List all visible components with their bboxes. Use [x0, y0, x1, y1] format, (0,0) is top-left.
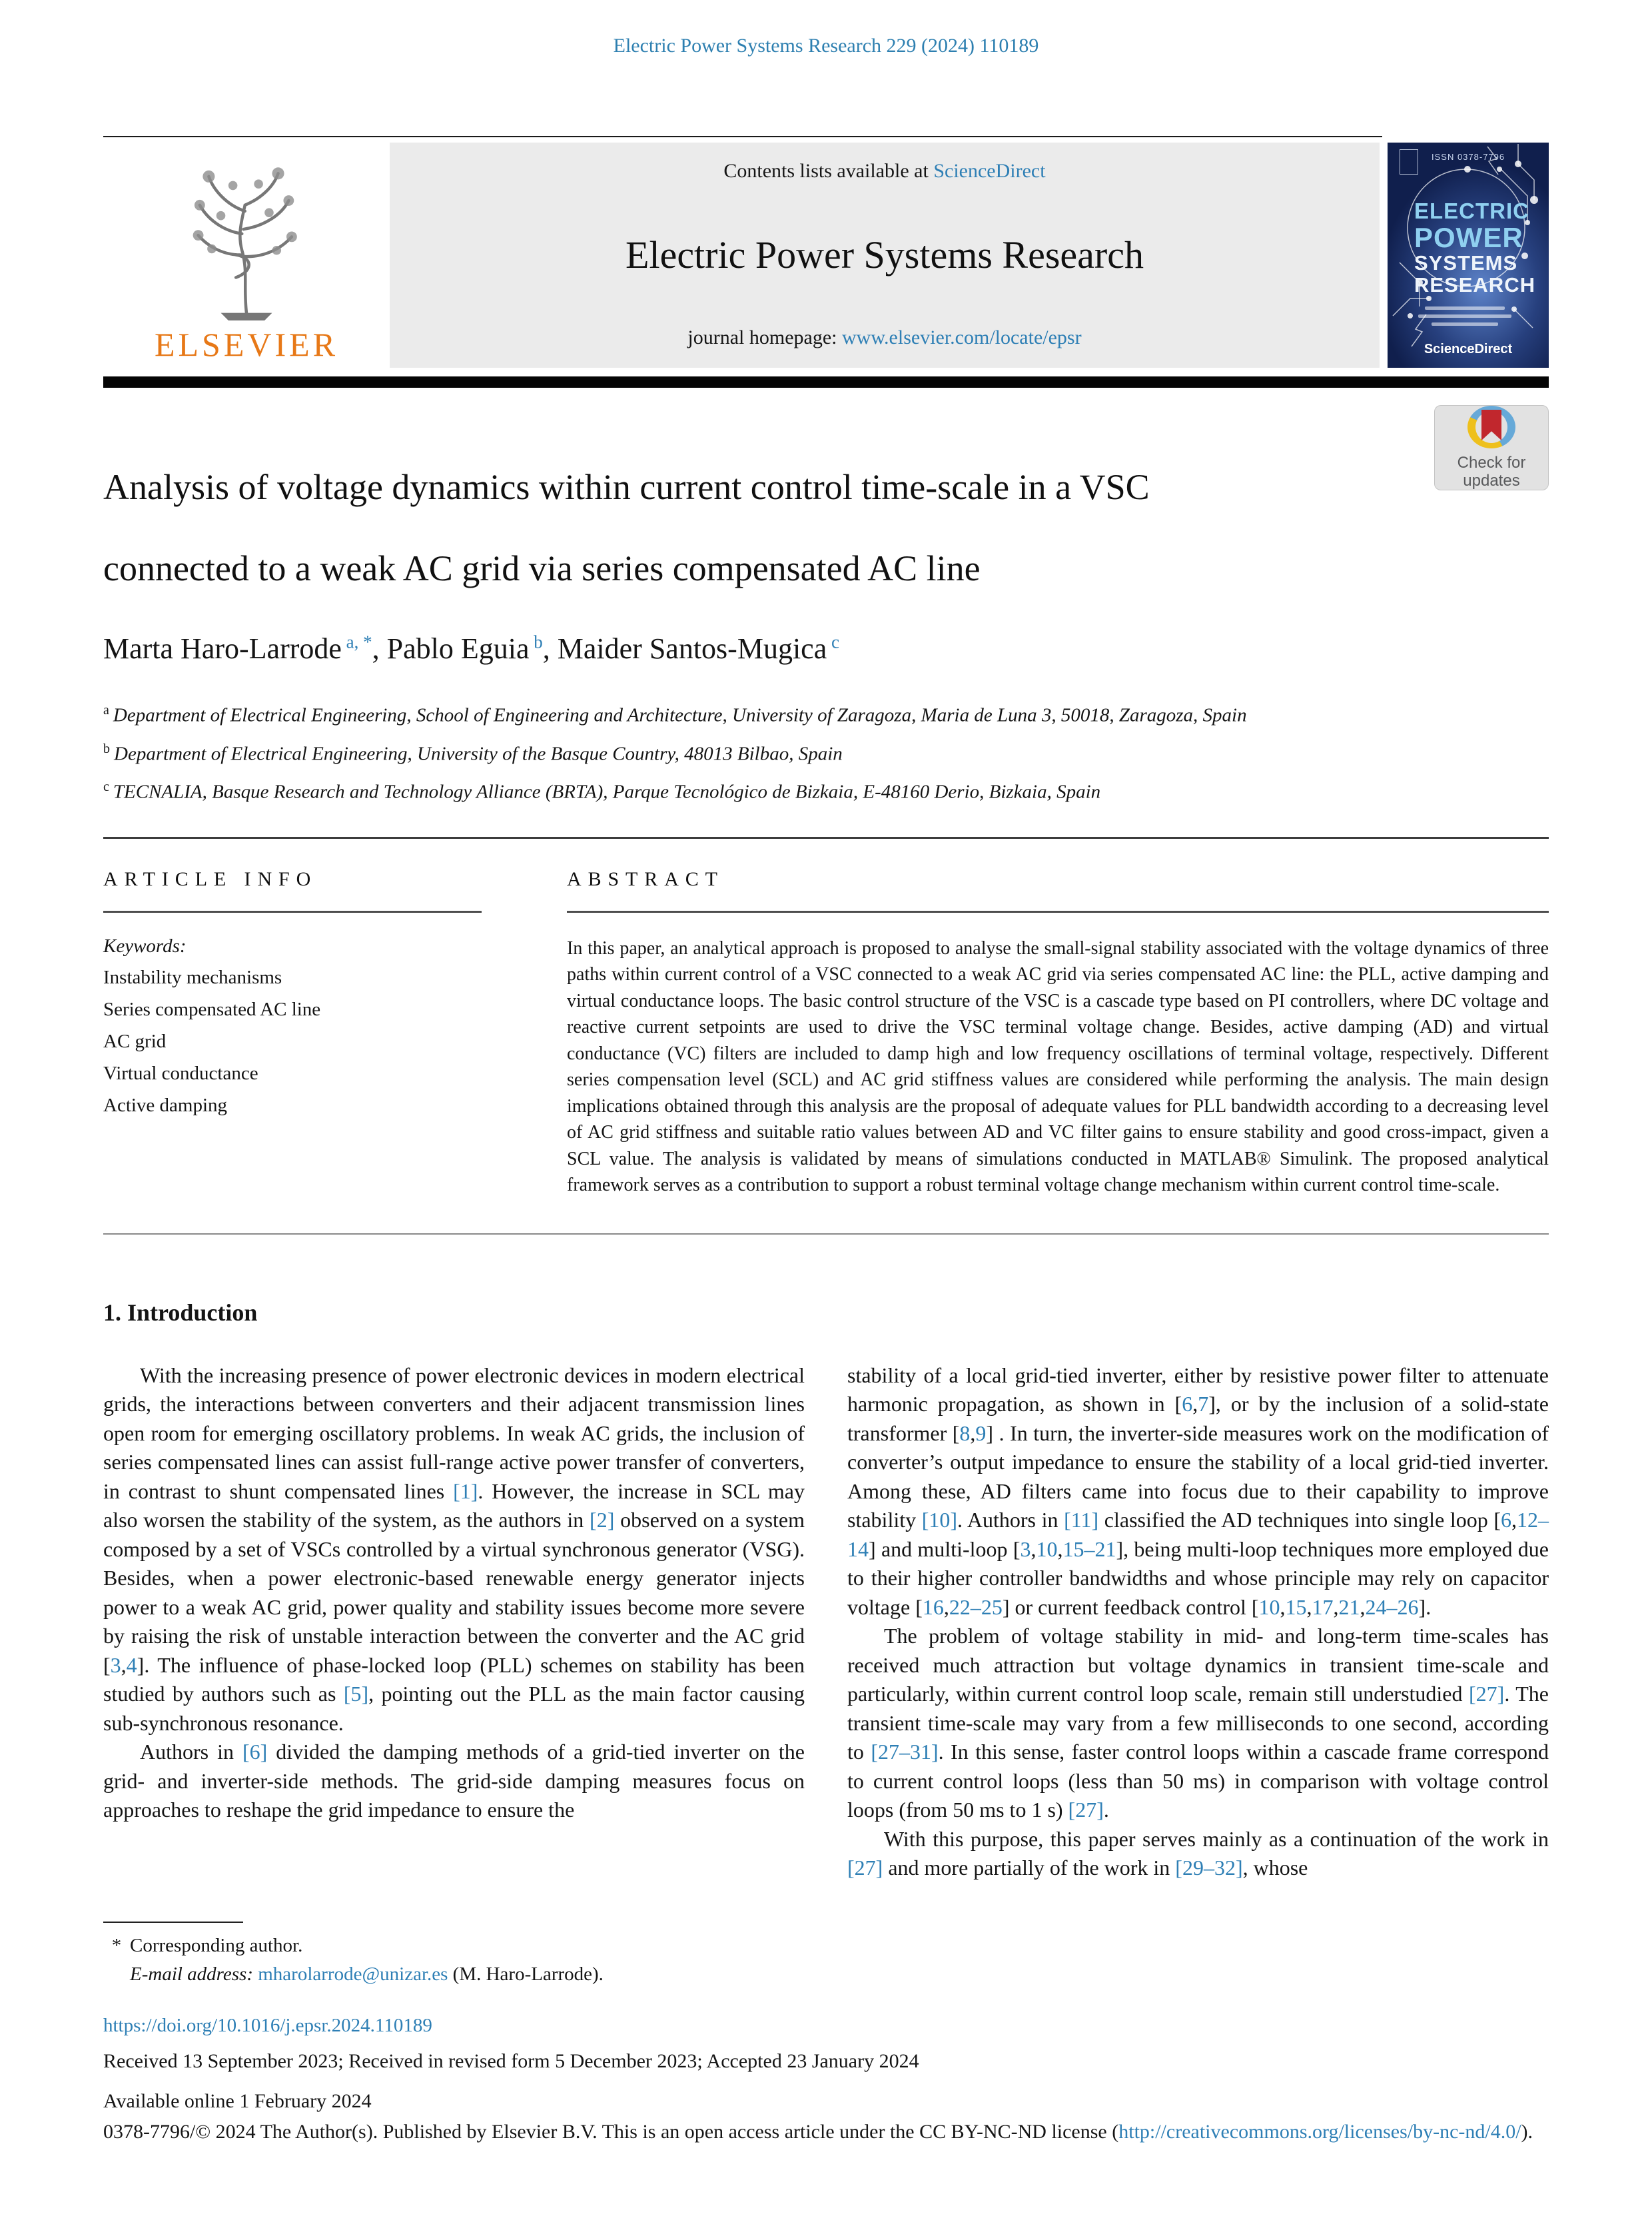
ref-link[interactable]: 9 — [975, 1420, 987, 1445]
text-segment: ] and multi-loop [ — [869, 1536, 1021, 1561]
ref-link[interactable]: 16 — [922, 1594, 944, 1619]
abstract-rule — [567, 911, 1549, 913]
email-line — [103, 1963, 1549, 1985]
ref-link[interactable]: 21 — [1338, 1594, 1360, 1619]
footnote-rule — [103, 1922, 243, 1923]
ref-link[interactable]: ScienceDirect — [933, 160, 1046, 182]
ref-link[interactable]: [6] — [242, 1740, 268, 1764]
ref-link[interactable]: 4 — [126, 1652, 137, 1677]
affiliation-c: $^c$ TECNALIA, Basque Research and Technology Alliance (BRTA), Parque Tecnológico de Bizkaia, E-48160 Derio, Bizkaia, Spain — [103, 780, 1101, 803]
cover-title — [1414, 200, 1535, 296]
banner-black-bar — [103, 376, 1549, 388]
text-segment: , pointing out the PLL as the main factor causing sub-synchronous resonance. — [103, 1682, 805, 1735]
cover-issn: ISSN 0378-7796 — [1432, 152, 1505, 162]
text-segment: (M. Haro-Larrode). — [448, 1963, 604, 1985]
keyword-item: Series compensated AC line — [103, 998, 321, 1020]
text-segment: . Authors in — [957, 1508, 1064, 1532]
ref-link[interactable]: www.elsevier.com/locate/epsr — [842, 326, 1082, 348]
journal-citation-header: Electric Power Systems Research 229 (2024) 110189 — [613, 35, 1039, 57]
info-abstract-section — [103, 839, 1549, 1199]
available-online: Available online 1 February 2024 — [103, 2089, 372, 2112]
text-segment: , — [1280, 1594, 1286, 1619]
cover-title-line2: POWER — [1414, 221, 1523, 253]
cover-editors-line3 — [1432, 322, 1498, 326]
text-segment: , — [1511, 1508, 1517, 1532]
text-segment: observed on a system composed by a set of VSCs controlled by a virtual synchronous generator (VSG). Besides, when a power electronic-based renewable energy generator injects power to a weak AC grid, power quality and stability issues become more severe by raising the risk of unstable interaction between the converter and the AC grid [ — [103, 1508, 805, 1677]
cover-elsevier-mini-logo — [1400, 149, 1418, 175]
cover-editors-line1 — [1425, 306, 1505, 310]
abstract-column — [567, 839, 1549, 1199]
ref-link[interactable]: 6 — [1182, 1392, 1193, 1416]
homepage-line — [396, 326, 1373, 349]
footnote-block — [103, 1922, 1549, 1985]
text-segment: E-mail address: — [130, 1963, 253, 1985]
ref-link[interactable]: [29–32] — [1175, 1856, 1243, 1880]
ref-link[interactable]: [27] — [847, 1856, 883, 1880]
text-segment: , — [1333, 1594, 1339, 1619]
keywords-label: Keywords: — [103, 935, 187, 957]
ref-link[interactable]: 3 — [1020, 1536, 1031, 1561]
text-segment: ] or current feedback control [ — [1002, 1594, 1259, 1619]
text-segment: ] . In turn, the inverter-side measures work on the modification of converter’s output impedance to ensure the stability of a local grid-tied inverter. Among these, AD filters came into focus due to their capability to improve stability — [847, 1420, 1549, 1532]
text-segment: . — [1103, 1798, 1109, 1822]
cover-sciencedirect: ScienceDirect — [1424, 342, 1513, 356]
crossmark-icon — [1467, 406, 1515, 448]
keyword-item: Active damping — [103, 1094, 228, 1116]
ref-link[interactable]: 6 — [1501, 1508, 1512, 1532]
journal-title: Electric Power Systems Research — [625, 233, 1144, 277]
text-segment: Marta Haro-Larrode — [103, 632, 342, 665]
text-segment: and more partially of the work in — [883, 1856, 1176, 1880]
ref-link[interactable]: [27–31] — [871, 1740, 939, 1764]
body-columns — [103, 1361, 1549, 1883]
text-segment: ]. — [1418, 1594, 1432, 1619]
article-info-heading: ARTICLE INFO — [103, 867, 318, 890]
ref-link[interactable]: [2] — [590, 1508, 615, 1532]
text-segment: , — [1360, 1594, 1366, 1619]
text-segment: , — [121, 1652, 127, 1677]
cover-editors-line2 — [1418, 314, 1511, 318]
page-content — [0, 35, 1652, 2147]
ref-link[interactable]: 12–14 — [847, 1508, 1549, 1561]
text-segment: With this purpose, this paper serves mainly as a continuation of the work in — [884, 1826, 1549, 1851]
contents-line — [396, 160, 1373, 183]
text-segment: Contents lists available at — [723, 160, 934, 182]
ref-link[interactable]: 7 — [1198, 1392, 1209, 1416]
ref-link[interactable]: [1] — [453, 1478, 478, 1503]
page — [0, 35, 1652, 2238]
elsevier-tree-icon — [163, 166, 330, 324]
article-title — [103, 446, 1434, 609]
text-segment: . However, the increase in SCL may also worsen the stability of the system, as the authors in — [103, 1478, 805, 1532]
ref-link[interactable]: 22–25 — [949, 1594, 1003, 1619]
elsevier-wordmark: ELSEVIER — [154, 326, 339, 363]
check-for-updates-badge[interactable] — [1434, 405, 1549, 490]
body-paragraph — [847, 1825, 1549, 1883]
text-segment: ], or by the inclusion of a solid-state transformer [ — [847, 1392, 1549, 1445]
top-rule — [103, 136, 1382, 137]
ref-link[interactable]: a, * — [341, 632, 372, 652]
text-segment: The problem of voltage stability in mid- and long-term time-scales has received much attraction but voltage dynamics in transient time-scale and particularly, within current control loop scale, remain still understudied — [847, 1624, 1549, 1706]
introduction-heading: 1. Introduction — [103, 1299, 258, 1326]
text-segment: , Pablo Eguia — [372, 632, 530, 665]
keyword-item: AC grid — [103, 1030, 167, 1052]
ref-link[interactable]: mharolarrode@unizar.es — [258, 1963, 448, 1985]
cover-title-line1: ELECTRIC — [1414, 199, 1529, 223]
text-segment: journal homepage: — [687, 326, 842, 348]
text-segment: 0378-7796/© 2024 The Author(s). Published by Elsevier B.V. This is an open access article under the CC BY-NC-ND license ( — [103, 2120, 1119, 2143]
text-segment: Authors in — [140, 1740, 242, 1764]
text-segment: , — [1306, 1594, 1312, 1619]
text-segment: , whose — [1242, 1856, 1308, 1880]
ref-link[interactable]: [27] — [1469, 1682, 1505, 1706]
banner-center — [390, 143, 1380, 368]
keyword-item: Instability mechanisms — [103, 966, 282, 988]
text-segment: , Maider Santos-Mugica — [542, 632, 827, 665]
keyword-item: Virtual conductance — [103, 1062, 258, 1084]
received-dates: Received 13 September 2023; Received in revised form 5 December 2023; Accepted 23 January 2024 — [103, 2049, 919, 2072]
text-segment: . The transient time-scale may vary from a few milliseconds to one second, according to — [847, 1682, 1549, 1764]
article-title-line1: Analysis of voltage dynamics within current control time-scale in a VSC — [103, 467, 1150, 507]
doi-link[interactable]: https://doi.org/10.1016/j.epsr.2024.110189 — [103, 2014, 432, 2036]
ref-link[interactable]: [27] — [1068, 1798, 1104, 1822]
text-segment: , — [943, 1594, 949, 1619]
affiliation-b: $^b$ Department of Electrical Engineering, University of the Basque Country, 48013 Bilbao, Spain — [103, 741, 843, 765]
ref-link[interactable]: 17 — [1312, 1594, 1334, 1619]
elsevier-logo — [103, 143, 390, 368]
text-segment: divided the damping methods of a grid-tied inverter on the grid- and inverter-side methods. The grid-side damping measures focus on approaches to reshape the grid impedance to ensure the — [103, 1740, 805, 1822]
ref-link[interactable]: [5] — [343, 1682, 369, 1706]
cover-title-line3: SYSTEMS — [1414, 251, 1518, 275]
abstract-bottom-rule — [103, 1233, 1549, 1235]
ref-link[interactable]: 15 — [1285, 1594, 1307, 1619]
affiliation-a: $^a$ Department of Electrical Engineering, School of Engineering and Architecture, University of Zaragoza, Maria de Luna 3, 50018, Zaragoza, Spain — [103, 703, 1247, 726]
ref-link[interactable]: b — [529, 632, 543, 652]
corresponding-author-note: * Corresponding author. — [111, 1934, 303, 1956]
article-title-line2: connected to a weak AC grid via series compensated AC line — [103, 548, 981, 588]
ref-link[interactable]: [11] — [1064, 1508, 1099, 1532]
ref-link[interactable]: 15–21 — [1062, 1536, 1116, 1561]
text-segment: . In this sense, faster control loops within a cascade frame correspond to current control loops (less than 50 ms) in comparison with voltage control loops (from 50 ms to 1 s) — [847, 1740, 1549, 1822]
text-segment: ], being multi-loop techniques more employed due to their higher controller bandwidths and whose principle may rely on capacitor voltage [ — [847, 1536, 1549, 1619]
ref-link[interactable]: 10 — [1258, 1594, 1280, 1619]
body-paragraph — [847, 1622, 1549, 1825]
journal-banner — [103, 143, 1549, 368]
body-column-1 — [103, 1361, 805, 1883]
text-segment: With the increasing presence of power electronic devices in modern electrical grids, the interactions between converters and their adjacent transmission lines open room for emerging oscillatory problems. In weak AC grids, the inclusion of series compensated lines can assist full-range active power transfer of converters, in contrast to shunt compensated lines — [103, 1363, 805, 1503]
cover-title-line4: RESEARCH — [1414, 273, 1535, 297]
ref-link[interactable]: 10 — [1036, 1536, 1058, 1561]
text-segment: , — [1031, 1536, 1036, 1561]
badge-label: Check for updates — [1457, 454, 1526, 490]
text-segment: stability of a local grid-tied inverter, either by resistive power filter to attenuate harmonic propagation, as shown in [ — [847, 1363, 1549, 1416]
ref-link[interactable]: 8 — [959, 1420, 971, 1445]
text-segment: , — [1057, 1536, 1063, 1561]
ref-link[interactable]: 24–26 — [1365, 1594, 1419, 1619]
body-paragraph — [103, 1361, 805, 1738]
text-segment: , — [1192, 1392, 1198, 1416]
body-column-2 — [847, 1361, 1549, 1883]
article-info-rule — [103, 911, 482, 913]
text-segment: ). — [1521, 2120, 1533, 2143]
abstract-text: In this paper, an analytical approach is proposed to analyse the small-signal stability associated with the voltage dynamics of three paths within current control of a VSC connected to a weak AC grid via series compensated AC line: the PLL, active damping and virtual conductance loops. The basic control structure of the VSC is a cascade type based on PI controllers, where DC voltage and reactive current setpoints are used to drive the VSC terminal voltage change. Besides, active damping (AD) and virtual conductance (VC) filters are included to damp high and low frequency oscillations of terminal voltage, respectively. Different series compensation level (SCL) and AC grid stiffness values are considered while performing the analysis. The main design implications obtained through this analysis are the proposal of adequate values for PLL bandwidth according to a decreasing level of AC grid stiffness and suitable ratio values between AD and VC filter gains to ensure stability and good cross-impact, given a SCL value. The analysis is validated by means of simulations conducted in MATLAB® Simulink. The proposed analytical framework serves as a contribution to support a robust terminal voltage change mechanism within current control time-scale. — [567, 937, 1549, 1196]
article-info-column — [103, 839, 482, 1199]
text-segment: classified the AD techniques into single loop [ — [1098, 1508, 1501, 1532]
text-segment: ]. The influence of phase-locked loop (PLL) schemes on stability has been studied by authors such as — [103, 1652, 805, 1706]
journal-cover-thumbnail — [1388, 143, 1549, 368]
title-row — [103, 446, 1549, 609]
ref-link[interactable]: c — [827, 632, 839, 652]
ref-link[interactable]: 3 — [110, 1652, 121, 1677]
ref-link[interactable]: [10] — [921, 1508, 958, 1532]
affiliations — [103, 694, 1549, 809]
abstract-heading: ABSTRACT — [567, 867, 724, 890]
ref-link[interactable]: http://creativecommons.org/licenses/by-nc-nd/4.0/ — [1118, 2120, 1521, 2143]
license-statement — [103, 2117, 1549, 2147]
text-segment: , — [970, 1420, 976, 1445]
body-paragraph — [103, 1738, 805, 1825]
author-list — [103, 632, 1549, 666]
body-paragraph — [847, 1361, 1549, 1622]
keywords-list — [103, 961, 482, 1121]
